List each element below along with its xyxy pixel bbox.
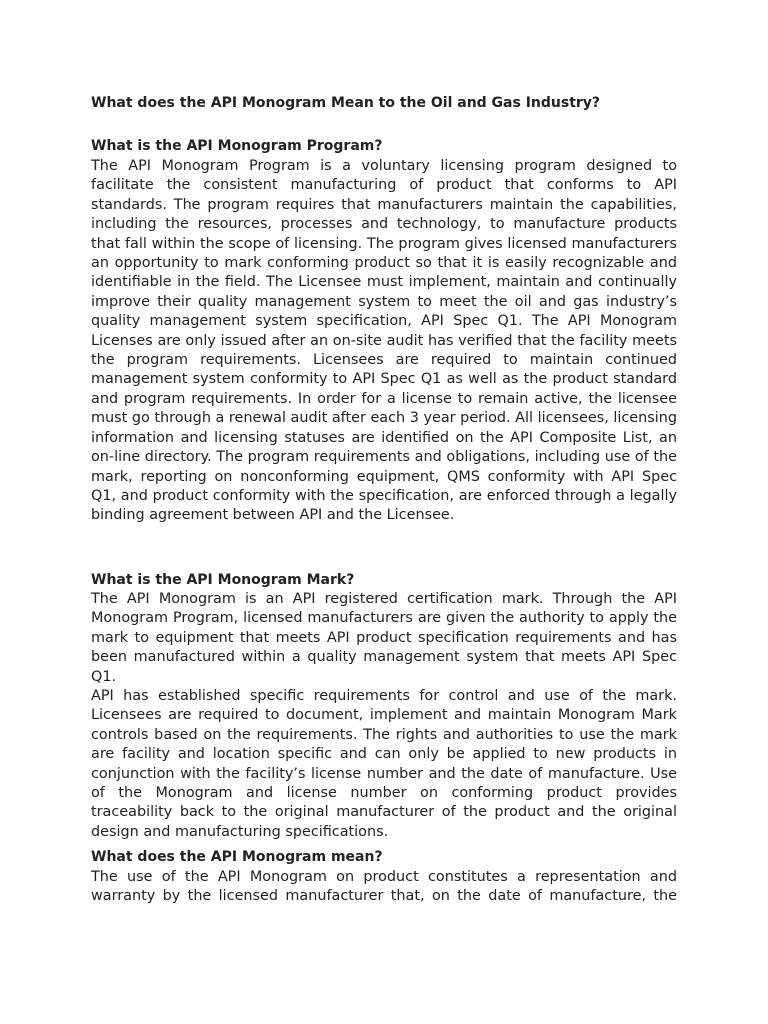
- paragraph-mark-definition: The API Monogram is an API registered certification mark. Through the API Monogram Program, licensed manufacturers are given the authority to apply the mark to equipment that meets API product specification requirements and has been manufactured within a quality management system that meets API Spec Q1.: [91, 591, 677, 685]
- paragraph-mark-requirements: API has established specific requirements for control and use of the mark. Licensees are required to document, implement and maintain Monogram Mark controls based on the requirements. The rights and authorities to use the mark are facility and location specific and can only be applied to new products in conjunction with the facility’s license number and the date of manufacture. Use of the Monogram and license number on conforming product provides traceability back to the original manufacturer of the product and the original design and manufacturing specifications.: [91, 688, 677, 840]
- section-heading-meaning: What does the API Monogram mean?: [91, 849, 383, 865]
- paragraph-program-description: The API Monogram Program is a voluntary licensing program designed to facilitate the consistent manufacturing of product that conforms to API standards. The program requires that manufacturers maintain the capabilities, including the resources, processes and technology, to manufacture products that fall within the scope of licensing. The program gives licensed manufacturers an opportunity to mark conforming product so that it is easily recognizable and identifiable in the field. The Licensee must implement, maintain and continually improve their quality management system to meet the oil and gas industry’s quality management system specification, API Spec Q1. The API Monogram Licenses are only issued after an on-site audit has verified that the facility meets the program requirements. Licensees are required to maintain continued management system conformity to API Spec Q1 as well as the product standard and program requirements. In order for a license to remain active, the licensee must go through a renewal audit after each 3 year period. All licensees, licensing information and licensing statuses are identified on the API Composite List, an on-line directory. The program requirements and obligations, including use of the mark, reporting on nonconforming equipment, QMS conformity with API Spec Q1, and product conformity with the specification, are enforced through a legally binding agreement between API and the Licensee.: [91, 158, 677, 524]
- paragraph-meaning: The use of the API Monogram on product constitutes a representation and warranty by the licensed manufacturer that, on the date of manufacture, the: [91, 869, 677, 905]
- section-heading-program: What is the API Monogram Program?: [91, 138, 383, 154]
- section-heading-mark: What is the API Monogram Mark?: [91, 572, 355, 588]
- document-title: What does the API Monogram Mean to the Oil and Gas Industry?: [91, 95, 601, 111]
